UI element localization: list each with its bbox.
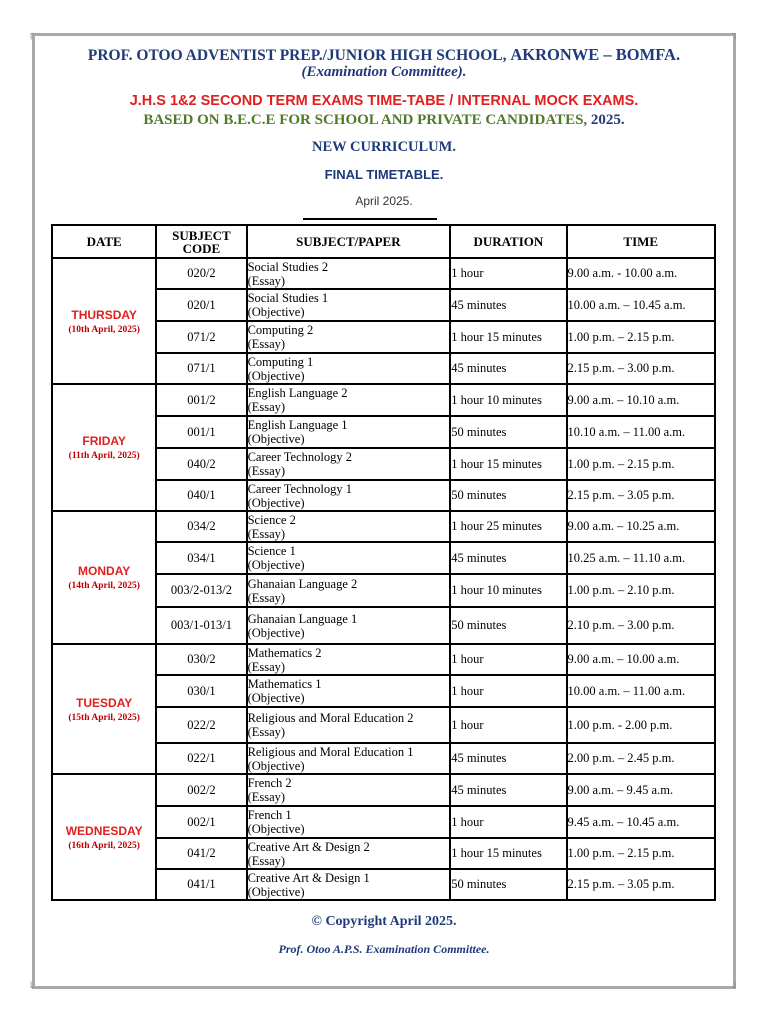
subject-code-cell: 002/1	[156, 806, 246, 838]
duration-cell: 45 minutes	[450, 353, 566, 384]
paper-type: (Objective)	[247, 305, 305, 319]
paper-type: (Objective)	[247, 758, 305, 773]
subject-name: Career Technology 2	[247, 450, 352, 464]
time-cell: 1.00 p.m. - 2.00 p.m.	[567, 707, 715, 743]
duration-cell: 1 hour 10 minutes	[450, 384, 566, 416]
paper-type: (Essay)	[247, 590, 286, 605]
subject-code-cell: 030/2	[156, 644, 246, 675]
subject-code-cell: 041/1	[156, 869, 246, 900]
time-cell: 1.00 p.m. – 2.15 p.m.	[567, 321, 715, 353]
duration-cell: 45 minutes	[450, 542, 566, 574]
subject-name: Mathematics 1	[247, 677, 322, 691]
subject-code-cell: 020/2	[156, 258, 246, 289]
document-date: April 2025.	[355, 194, 413, 208]
subject-name: Science 2	[247, 512, 296, 527]
paper-type: (Objective)	[247, 884, 305, 899]
subject-paper-cell	[247, 321, 451, 353]
subject-paper-cell	[247, 707, 451, 743]
paper-type: (Essay)	[247, 337, 286, 351]
day-date: (15th April, 2025)	[68, 712, 140, 723]
time-cell: 2.00 p.m. – 2.45 p.m.	[567, 743, 715, 774]
day-name: FRIDAY	[82, 434, 126, 448]
header-duration: DURATION	[450, 225, 566, 258]
table-row	[52, 511, 715, 542]
table-row	[52, 384, 715, 416]
subject-paper-cell	[247, 258, 451, 289]
duration-cell: 50 minutes	[450, 416, 566, 448]
based-on-dot: .	[620, 112, 625, 128]
time-cell: 9.00 a.m. – 10.10 a.m.	[567, 384, 715, 416]
paper-type: (Objective)	[247, 558, 305, 572]
subject-code-cell: 020/1	[156, 289, 246, 321]
time-cell: 2.15 p.m. – 3.05 p.m.	[567, 480, 715, 511]
subject-name: Social Studies 2	[247, 259, 329, 274]
subject-name: French 1	[247, 808, 292, 822]
subject-paper-cell	[247, 416, 451, 448]
table-header-row	[52, 225, 715, 258]
header-code-line1: SUBJECT	[172, 227, 231, 243]
subject-name: Creative Art & Design 1	[247, 870, 370, 885]
table-row	[52, 774, 715, 806]
paper-type: (Objective)	[247, 432, 305, 446]
corner-mark-icon: ┘	[732, 983, 739, 994]
time-cell: 9.00 a.m. – 10.00 a.m.	[567, 644, 715, 675]
day-date: (14th April, 2025)	[68, 581, 140, 591]
subject-code-cell: 034/1	[156, 542, 246, 574]
duration-cell: 45 minutes	[450, 743, 566, 774]
header-divider	[303, 218, 437, 220]
subject-paper-cell	[247, 869, 451, 900]
time-cell: 10.00 a.m. – 11.00 a.m.	[567, 675, 715, 707]
subject-paper-cell	[247, 448, 451, 480]
header-subject-code	[156, 225, 246, 258]
footer-committee: Prof. Otoo A.P.S. Examination Committee.	[278, 942, 490, 956]
subject-code-cell: 040/1	[156, 480, 246, 511]
curriculum-line: NEW CURRICULUM.	[312, 139, 456, 155]
subject-name: Career Technology 1	[247, 481, 352, 496]
day-cell	[52, 384, 156, 511]
header-date: DATE	[52, 225, 156, 258]
subject-code-cell: 071/1	[156, 353, 246, 384]
based-on-year: 2025	[590, 112, 621, 128]
subject-name: English Language 1	[247, 418, 348, 432]
day-date: (10th April, 2025)	[68, 324, 140, 335]
subject-code-cell: 040/2	[156, 448, 246, 480]
timetable	[51, 224, 716, 901]
day-date: (16th April, 2025)	[68, 840, 140, 851]
subject-name: Ghanaian Language 2	[247, 576, 358, 591]
time-cell: 10.25 a.m. – 11.10 a.m.	[567, 542, 715, 574]
time-cell: 1.00 p.m. – 2.10 p.m.	[567, 574, 715, 607]
time-cell: 2.15 p.m. – 3.05 p.m.	[567, 869, 715, 900]
subject-name: Computing 2	[247, 323, 314, 337]
day-name: MONDAY	[78, 564, 131, 578]
time-cell: 2.10 p.m. – 3.00 p.m.	[567, 607, 715, 644]
duration-cell: 1 hour	[450, 806, 566, 838]
paper-type: (Objective)	[247, 625, 305, 640]
header-code-line2: CODE	[182, 240, 221, 256]
subject-name: Ghanaian Language 1	[247, 611, 358, 626]
day-cell	[52, 644, 156, 774]
paper-type: (Objective)	[247, 822, 305, 836]
subject-code-cell: 041/2	[156, 838, 246, 869]
duration-cell: 1 hour 10 minutes	[450, 574, 566, 607]
paper-type: (Essay)	[247, 659, 286, 674]
paper-type: (Essay)	[247, 464, 286, 478]
time-cell: 9.00 a.m. - 10.00 a.m.	[567, 258, 715, 289]
paper-type: (Objective)	[247, 691, 305, 705]
subject-code-cell: 003/2-013/2	[156, 574, 246, 607]
paper-type: (Essay)	[247, 273, 286, 288]
duration-cell: 1 hour 15 minutes	[450, 321, 566, 353]
paper-type: (Objective)	[247, 368, 305, 383]
corner-mark-icon: └	[28, 983, 35, 994]
corner-mark-icon: ┐	[732, 29, 739, 40]
corner-mark-icon: ┌	[28, 29, 35, 40]
time-cell: 1.00 p.m. – 2.15 p.m.	[567, 448, 715, 480]
time-cell: 10.00 a.m. – 10.45 a.m.	[567, 289, 715, 321]
time-cell: 9.45 a.m. – 10.45 a.m.	[567, 806, 715, 838]
time-cell: 2.15 p.m. – 3.00 p.m.	[567, 353, 715, 384]
subject-paper-cell	[247, 774, 451, 806]
final-timetable-line: FINAL TIMETABLE.	[324, 167, 444, 182]
subject-paper-cell	[247, 511, 451, 542]
duration-cell: 1 hour	[450, 707, 566, 743]
duration-cell: 1 hour 15 minutes	[450, 838, 566, 869]
subject-name: Religious and Moral Education 2	[247, 711, 414, 725]
duration-cell: 1 hour	[450, 675, 566, 707]
subject-code-cell: 022/2	[156, 707, 246, 743]
subject-code-cell: 034/2	[156, 511, 246, 542]
subject-name: Religious and Moral Education 1	[247, 744, 414, 759]
duration-cell: 1 hour 25 minutes	[450, 511, 566, 542]
subject-paper-cell	[247, 743, 451, 774]
duration-cell: 1 hour	[450, 258, 566, 289]
duration-cell: 50 minutes	[450, 480, 566, 511]
duration-cell: 45 minutes	[450, 289, 566, 321]
subject-name: Creative Art & Design 2	[247, 839, 370, 854]
school-location: AKRONWE – BOMFA.	[510, 45, 681, 64]
subject-paper-cell	[247, 480, 451, 511]
subject-name: French 2	[247, 776, 292, 790]
subject-paper-cell	[247, 289, 451, 321]
duration-cell: 50 minutes	[450, 869, 566, 900]
duration-cell: 1 hour 15 minutes	[450, 448, 566, 480]
school-name-text: PROF. OTOO ADVENTIST PREP./JUNIOR HIGH SCHOOL,	[87, 47, 507, 64]
based-on-line	[0, 112, 768, 129]
school-name	[0, 45, 768, 65]
subject-paper-cell	[247, 542, 451, 574]
exams-title: J.H.S 1&2 SECOND TERM EXAMS TIME-TABE / INTERNAL MOCK EXAMS.	[129, 93, 639, 109]
subject-code-cell: 003/1-013/1	[156, 607, 246, 644]
table-body	[52, 258, 715, 900]
day-date: (11th April, 2025)	[68, 451, 140, 461]
subject-paper-cell	[247, 675, 451, 707]
time-cell: 1.00 p.m. – 2.15 p.m.	[567, 838, 715, 869]
subject-code-cell: 002/2	[156, 774, 246, 806]
subject-code-cell: 001/2	[156, 384, 246, 416]
time-cell: 10.10 a.m. – 11.00 a.m.	[567, 416, 715, 448]
table-row	[52, 258, 715, 289]
paper-type: (Essay)	[247, 790, 286, 804]
day-name: TUESDAY	[76, 695, 133, 710]
day-name: THURSDAY	[71, 307, 137, 322]
duration-cell: 1 hour	[450, 644, 566, 675]
header-time: TIME	[567, 225, 715, 258]
subject-name: Mathematics 2	[247, 645, 322, 660]
day-cell	[52, 258, 156, 384]
day-name: WEDNESDAY	[65, 823, 143, 838]
paper-type: (Essay)	[247, 400, 286, 414]
day-cell	[52, 774, 156, 900]
subject-paper-cell	[247, 353, 451, 384]
subject-code-cell: 001/1	[156, 416, 246, 448]
based-on-text: BASED ON B.E.C.E FOR SCHOOL AND PRIVATE CANDIDATES,	[143, 112, 588, 128]
subject-code-cell: 071/2	[156, 321, 246, 353]
subject-paper-cell	[247, 607, 451, 644]
paper-type: (Essay)	[247, 526, 286, 541]
day-cell	[52, 511, 156, 644]
copyright: © Copyright April 2025.	[311, 914, 457, 929]
time-cell: 9.00 a.m. – 9.45 a.m.	[567, 774, 715, 806]
subject-name: Science 1	[247, 544, 296, 558]
paper-type: (Essay)	[247, 853, 286, 868]
subject-paper-cell	[247, 384, 451, 416]
subject-code-cell: 022/1	[156, 743, 246, 774]
table-row	[52, 644, 715, 675]
subject-paper-cell	[247, 806, 451, 838]
subject-name: Computing 1	[247, 354, 314, 369]
subject-name: Social Studies 1	[247, 291, 329, 305]
subject-name: English Language 2	[247, 386, 348, 400]
time-cell: 9.00 a.m. – 10.25 a.m.	[567, 511, 715, 542]
paper-type: (Essay)	[247, 725, 286, 739]
committee-subtitle: (Examination Committee).	[301, 64, 467, 80]
subject-paper-cell	[247, 574, 451, 607]
duration-cell: 50 minutes	[450, 607, 566, 644]
paper-type: (Objective)	[247, 495, 305, 510]
subject-code-cell: 030/1	[156, 675, 246, 707]
subject-paper-cell	[247, 838, 451, 869]
duration-cell: 45 minutes	[450, 774, 566, 806]
header-subject-paper: SUBJECT/PAPER	[247, 225, 451, 258]
subject-paper-cell	[247, 644, 451, 675]
